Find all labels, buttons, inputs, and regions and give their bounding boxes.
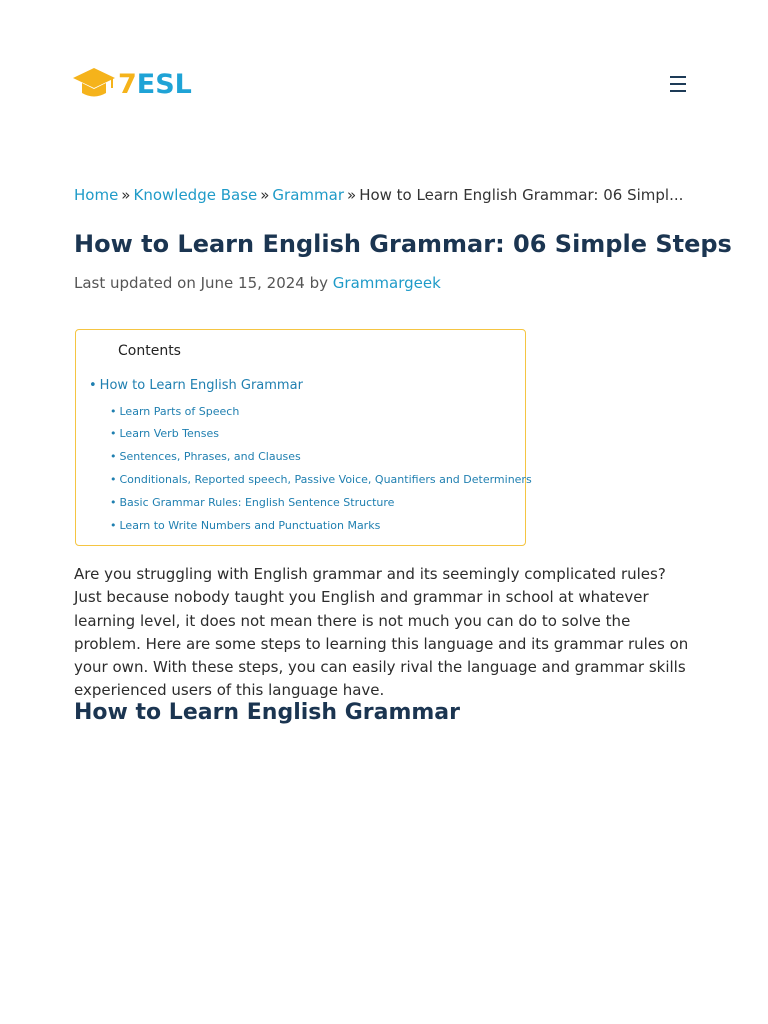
bullet-icon: • xyxy=(110,519,117,532)
site-header xyxy=(0,0,768,170)
toc-sub-item xyxy=(110,519,380,532)
toc-link-verb-tenses[interactable]: Learn Verb Tenses xyxy=(119,427,219,440)
hamburger-menu-icon[interactable] xyxy=(667,76,689,94)
toc-sub-item xyxy=(110,450,301,463)
graduation-cap-icon xyxy=(72,66,116,102)
logo-text xyxy=(118,68,192,100)
breadcrumb-grammar-link[interactable]: Grammar xyxy=(272,186,344,204)
toc-sub-item xyxy=(110,473,532,486)
toc-link-parts-of-speech[interactable]: Learn Parts of Speech xyxy=(119,405,240,418)
bullet-icon: • xyxy=(110,473,117,486)
bullet-icon: • xyxy=(110,450,117,463)
toc-link-conditionals[interactable]: Conditionals, Reported speech, Passive Voice, Quantifiers and Determiners xyxy=(119,473,532,486)
toc-sub-item xyxy=(110,427,219,440)
bullet-icon: • xyxy=(110,405,117,418)
toc-link-numbers-punctuation[interactable]: Learn to Write Numbers and Punctuation Marks xyxy=(119,519,381,532)
toc-main-item xyxy=(89,378,303,393)
breadcrumb-current: How to Learn English Grammar: 06 Simpl... xyxy=(359,186,684,204)
bullet-icon: • xyxy=(89,378,97,393)
breadcrumb xyxy=(74,186,694,204)
toc-sub-item xyxy=(110,496,394,509)
bullet-icon: • xyxy=(110,496,117,509)
toc-link-how-to-learn[interactable]: How to Learn English Grammar xyxy=(99,378,303,393)
breadcrumb-knowledge-base-link[interactable]: Knowledge Base xyxy=(133,186,258,204)
logo-esl: ESL xyxy=(136,68,192,100)
breadcrumb-separator: » xyxy=(347,186,357,204)
site-logo[interactable] xyxy=(72,66,192,102)
article-meta xyxy=(74,274,441,292)
toc-link-sentences[interactable]: Sentences, Phrases, and Clauses xyxy=(119,450,301,463)
intro-paragraph: Are you struggling with English grammar and its seemingly complicated rules? Just because nobody taught you English and grammar in school at whatever learning level, it does not mean there is not much you can do to solve the problem. Here are some steps to learning this language and its grammar rules on your own. With these steps, you can easily rival the language and grammar skills experienced users of this language have. xyxy=(74,565,689,700)
toc-title: Contents xyxy=(118,343,181,359)
section-heading: How to Learn English Grammar xyxy=(74,700,460,725)
author-link[interactable]: Grammargeek xyxy=(332,274,441,292)
logo-seven: 7 xyxy=(118,68,137,100)
breadcrumb-home-link[interactable]: Home xyxy=(74,186,119,204)
page-title: How to Learn English Grammar: 06 Simple Steps xyxy=(74,230,732,258)
last-updated-text: Last updated on June 15, 2024 by xyxy=(74,274,329,292)
breadcrumb-separator: » xyxy=(260,186,270,204)
table-of-contents xyxy=(75,329,532,546)
bullet-icon: • xyxy=(110,427,117,440)
breadcrumb-separator: » xyxy=(121,186,131,204)
toc-sub-item xyxy=(110,405,239,418)
toc-link-sentence-structure[interactable]: Basic Grammar Rules: English Sentence Structure xyxy=(119,496,395,509)
